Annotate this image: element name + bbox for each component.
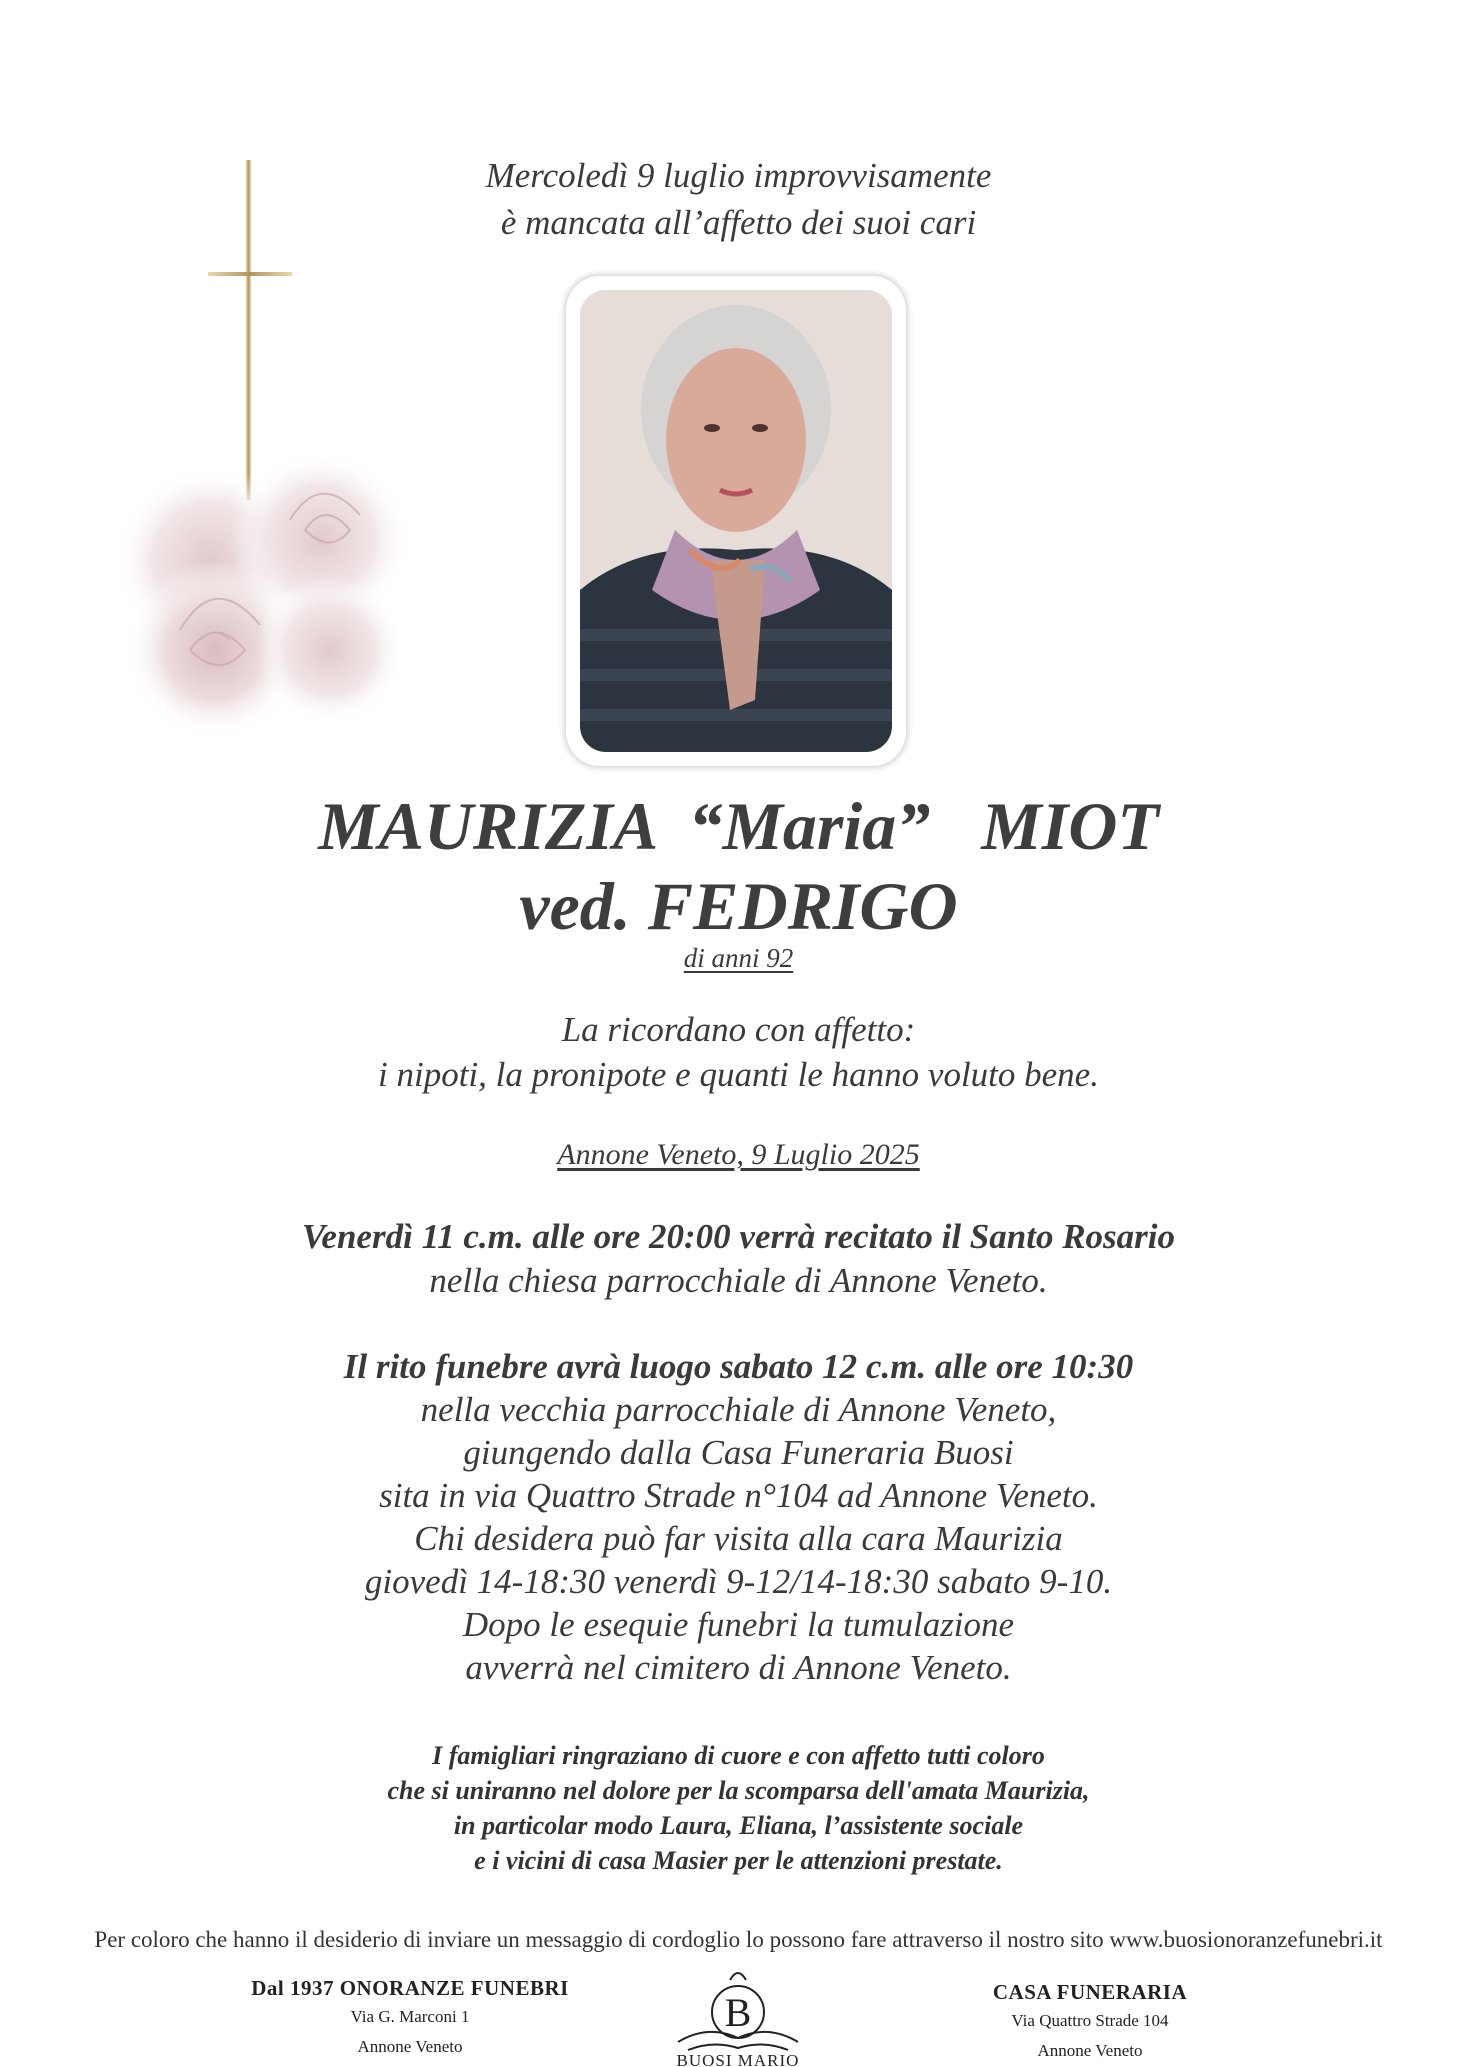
funeral-line: giungendo dalla Casa Funeraria Buosi [463,1433,1014,1472]
footer-right-title: CASA FUNERARIA [992,1980,1188,2004]
deceased-name: MAURIZIA “Maria” MIOT [318,788,1159,864]
funeral-line: Il rito funebre avrà luogo sabato 12 c.m. alle ore 10:30 [343,1347,1134,1386]
footer-left-address: Via G. Marconi 1 [350,2007,470,2026]
footer-funeral-home [200,1974,620,2062]
funeral-line: avverrà nel cimitero di Annone Veneto. [465,1648,1012,1687]
place-date-text: Annone Veneto, 9 Luglio 2025 [557,1138,920,1171]
buosi-logo [658,1960,818,2067]
rosary-line: nella chiesa parrocchiale di Annone Veneto. [429,1261,1048,1300]
rosary-notice [0,1215,1477,1303]
age-text [0,943,1477,973]
funeral-line: sita in via Quattro Strade n°104 ad Annone Veneto. [379,1476,1098,1515]
logo-letter: B [724,1990,752,2035]
thanks-text [0,1738,1477,1878]
remembered-by [0,1007,1477,1097]
logo-name: BUOSI MARIO [676,2051,800,2067]
funeral-line: Chi desidera può far visita alla cara Maurizia [414,1519,1063,1558]
intro-line: è mancata all’affetto dei suoi cari [500,203,977,242]
footer-right-town: Annone Veneto [1037,2041,1143,2060]
cross-and-roses-decoration [120,160,420,740]
remembered-line: i nipoti, la pronipote e quanti le hanno voluto bene. [378,1055,1099,1094]
footer-funeral-house [880,1978,1300,2066]
roses-icon [120,450,410,740]
footer-left-title: Dal 1937 ONORANZE FUNEBRI [251,1976,569,2000]
footer-left-town: Annone Veneto [357,2037,463,2056]
place-date [0,1137,1477,1173]
thanks-line: e i vicini di casa Masier per le attenzioni prestate. [474,1846,1003,1875]
portrait-frame [566,276,906,766]
funeral-line: giovedì 14-18:30 venerdì 9-12/14-18:30 sabato 9-10. [364,1562,1113,1601]
funeral-line: nella vecchia parrocchiale di Annone Veneto, [420,1390,1057,1429]
intro-line: Mercoledì 9 luglio improvvisamente [485,156,992,195]
age-label: di anni 92 [683,943,794,973]
remembered-line: La ricordano con affetto: [561,1010,916,1049]
thanks-line: I famigliari ringraziano di cuore e con affetto tutti coloro [432,1741,1045,1770]
rosary-line: Venerdì 11 c.m. alle ore 20:00 verrà recitato il Santo Rosario [301,1217,1176,1256]
thanks-line: che si uniranno nel dolore per la scomparsa dell'amata Maurizia, [387,1776,1090,1805]
funeral-line: Dopo le esequie funebri la tumulazione [462,1605,1015,1644]
portrait-photo [580,290,892,752]
deceased-married-name: ved. FEDRIGO [519,868,958,944]
intro-text [0,152,1477,246]
funeral-notice [0,1345,1477,1689]
condolence-message: Per coloro che hanno il desiderio di inviare un messaggio di cordoglio lo possono fare attraverso il nostro sito www.buosionoranzefunebri.it [94,1927,1383,1952]
footer-right-address: Via Quattro Strade 104 [1011,2011,1169,2030]
thanks-line: in particolar modo Laura, Eliana, l’assistente sociale [453,1811,1024,1840]
